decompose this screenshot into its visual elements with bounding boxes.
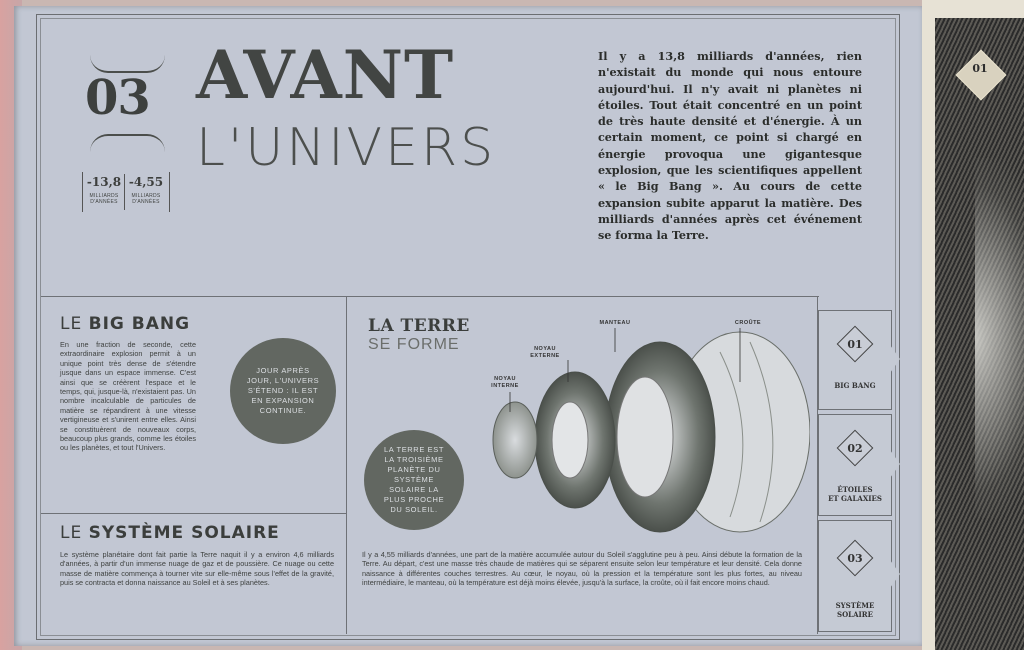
tab-label: SYSTÈME SOLAIRE xyxy=(835,601,875,619)
big-bang-heading: LE BIG BANG xyxy=(60,314,191,334)
big-bang-bubble xyxy=(230,338,336,444)
chapter-title-line2: L'UNIVERS xyxy=(196,118,497,178)
intro-paragraph: Il y a 13,8 milliards d'années, rien n'existait du monde qui nous entoure aujourd'hui. Il n'y avait ni planètes ni étoiles. Tout était concentré en un point de très haute densité et d'énergie. À un certain moment, ce point si chargé en énergie provoqua une gigantesque explosion, que les scientifiques appellent « le Big Bang ». Au cours de cette expansion subite apparut la matière. Des milliards d'années après cet événement se forma la Terre. xyxy=(598,49,862,243)
terre-subheading: SE FORME xyxy=(368,336,460,353)
noyau-interne-shape xyxy=(493,402,537,478)
divider-horizontal xyxy=(41,296,819,297)
right-page-illustration xyxy=(935,18,1024,650)
label-croute: CROÛTE xyxy=(734,320,762,326)
year-unit-2: MILLIARDS D'ANNÉES xyxy=(131,193,161,205)
manteau-inner-face xyxy=(617,377,673,497)
tab-label: ÉTOILES ET GALAXIES xyxy=(828,485,882,503)
terre-text: Il y a 4,55 milliards d'années, une part de la matière accumulée autour du Soleil s'agglutine peu à peu. Ainsi débute la formation de la Terre. Au départ, c'est une masse très chaude de matières qui se séparent ensuite selon leur température et leur densité. Cela donne naissance à différentes couches terrestres. Au cœur, le noyau, où la pression et la température sont les plus fortes, au niveau intermédiaire, le manteau, où la température est déjà moins élevée, jusqu'à la surface, la croûte, où il fait encore moins chaud. xyxy=(362,550,802,588)
year-value-1: -13,8 xyxy=(86,175,122,189)
year-unit-1: MILLIARDS D'ANNÉES xyxy=(89,193,119,205)
label-noyau-interne: NOYAU INTERNE xyxy=(491,376,519,389)
tab-number: 02 xyxy=(847,442,863,455)
terre-bubble-text: LA TERRE EST LA TROISIÈME PLANÈTE DU SYSTÈME SOLAIRE LA PLUS PROCHE DU SOLEIL. xyxy=(383,445,445,514)
tab-label: BIG BANG xyxy=(834,381,876,390)
right-page-badge-number: 01 xyxy=(972,62,988,75)
label-manteau: MANTEAU xyxy=(599,320,631,326)
tab-number: 01 xyxy=(847,338,863,351)
ornament-bottom xyxy=(90,134,165,152)
nav-tab-etoiles-galaxies[interactable] xyxy=(818,414,892,516)
label-noyau-externe: NOYAU EXTERNE xyxy=(530,346,560,359)
tab-number: 03 xyxy=(847,552,863,565)
terre-heading: LA TERRE xyxy=(368,316,470,336)
systeme-solaire-text: Le système planétaire dont fait partie la Terre naquit il y a environ 4,6 milliards d'années, à partir d'un immense nuage de gaz et de poussière. Ce nuage ou cette masse de matière commença à tourner vite sur elle-même sous l'effet de la gravité, puis se contracta et donna naissance au Soleil et à ses planètes. xyxy=(60,550,334,588)
divider-left-bottom xyxy=(41,513,346,514)
terre-bubble xyxy=(364,430,464,530)
divider-vertical-1 xyxy=(346,296,347,634)
year-separator xyxy=(124,174,125,210)
tab-arrow-icon xyxy=(890,345,900,373)
tab-arrow-icon xyxy=(890,560,900,588)
systeme-solaire-heading: LE SYSTÈME SOLAIRE xyxy=(60,523,280,543)
chapter-title-line1: AVANT xyxy=(196,36,455,114)
nav-tab-systeme-solaire[interactable] xyxy=(818,520,892,632)
nav-tab-big-bang[interactable] xyxy=(818,310,892,410)
year-value-2: -4,55 xyxy=(128,175,164,189)
big-bang-text: En une fraction de seconde, cette extraordinaire explosion permit à un unique point très dense de s'étendre jusque dans un espace immense. C'est ainsi que se créèrent l'espace et le temps, qui, jusque-là, n'existaient pas. Un nombre incalculable de particules de matière se répandirent à une vitesse vertigineuse et s'unirent entre elles. Ainsi se constituèrent de nouveaux corps, beaucoup plus grands, comme les étoiles ou les planètes, et tout l'Univers. xyxy=(60,340,196,453)
tab-arrow-icon xyxy=(890,450,900,478)
big-bang-bubble-text: JOUR APRÈS JOUR, L'UNIVERS S'ÉTEND : IL EST EN EXPANSION CONTINUE. xyxy=(246,366,320,415)
chapter-number: 03 xyxy=(85,70,150,126)
